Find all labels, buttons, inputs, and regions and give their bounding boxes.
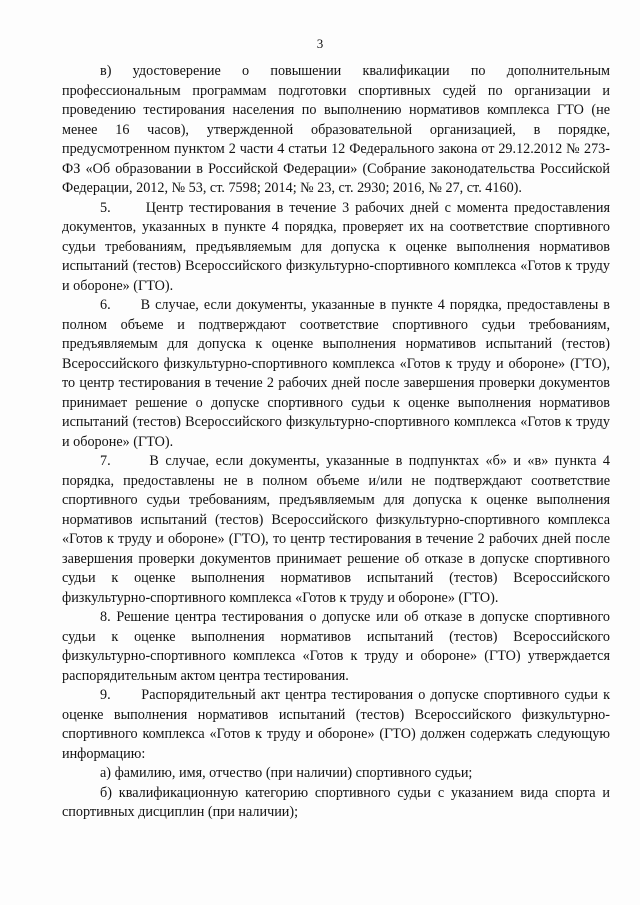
paragraph-7: 7. В случае, если документы, указанные в подпунктах «б» и «в» пункта 4 порядка, предоставлены не в полном объеме и/или не подтверждают соответствие спортивного судьи требованиям, предъявляемым для допуска к оценке выполнения нормативов испытаний (тестов) Всероссийского физкультурно-спортивного комплекса «Готов к труду и обороне» (ГТО), то центр тестирования в течение 2 рабочих дней после завершения проверки документов принимает решение об отказе в допуске спортивного судьи к оценке выполнения нормативов испытаний (тестов) Всероссийского физкультурно-спортивного комплекса «Готов к труду и обороне» (ГТО). [62,453,610,606]
page-number: 3 [316,36,324,51]
paragraph-5: 5. Центр тестирования в течение 3 рабочих дней с момента предоставления документов, указанных в пункте 4 порядка, проверяет их на соответствие спортивного судьи требованиям, предъявляемым для допуска к оценке выполнения нормативов испытаний (тестов) Всероссийского физкультурно-спортивного комплекса «Готов к труду и обороне» (ГТО). [62,199,610,294]
paragraph-9: 9. Распорядительный акт центра тестирования о допуске спортивного судьи к оценке выполнения нормативов испытаний (тестов) Всероссийского физкультурно-спортивного комплекса «Готов к труду и обороне» (ГТО) должен содержать следующую информацию: [62,687,610,762]
paragraph-6: 6. В случае, если документы, указанные в пункте 4 порядка, предоставлены в полном объеме и подтверждают соответствие спортивного судьи требованиям, предъявляемым для допуска к оценке выполнения нормативов испытаний (тестов) Всероссийского физкультурно-спортивного комплекса «Готов к труду и обороне» (ГТО), то центр тестирования в течение 2 рабочих дней после завершения проверки документов принимает решение о допуске спортивного судьи к оценке выполнения нормативов испытаний (тестов) Всероссийского физкультурно-спортивного комплекса «Готов к труду и обороне» (ГТО). [62,297,610,450]
paragraph-item-v: в) удостоверение о повышении квалификации по дополнительным профессиональным программам подготовки спортивных судей по организации и проведению тестирования населения по выполнению нормативов комплекса ГТО (не менее 16 часов), утвержденной образовательной организацией, в порядке, предусмотренном пунктом 2 части 4 статьи 12 Федерального закона от 29.12.2012 № 273-ФЗ «Об образовании в Российской Федерации» (Собрание законодательства Российской Федерации, 2012, № 53, ст. 7598; 2014; № 23, ст. 2930; 2016, № 27, ст. 4160). [62,63,610,196]
paragraph-item-b: б) квалификационную категорию спортивного судьи с указанием вида спорта и спортивных дисциплин (при наличии); [62,784,610,820]
document-body [62,62,610,823]
paragraph-8: 8. Решение центра тестирования о допуске или об отказе в допуске спортивного судьи к оценке выполнения нормативов испытаний (тестов) Всероссийского физкультурно-спортивного комплекса «Готов к труду и обороне» (ГТО) утверждается распорядительным актом центра тестирования. [62,609,610,684]
paragraph-item-a: а) фамилию, имя, отчество (при наличии) спортивного судьи; [100,765,473,781]
